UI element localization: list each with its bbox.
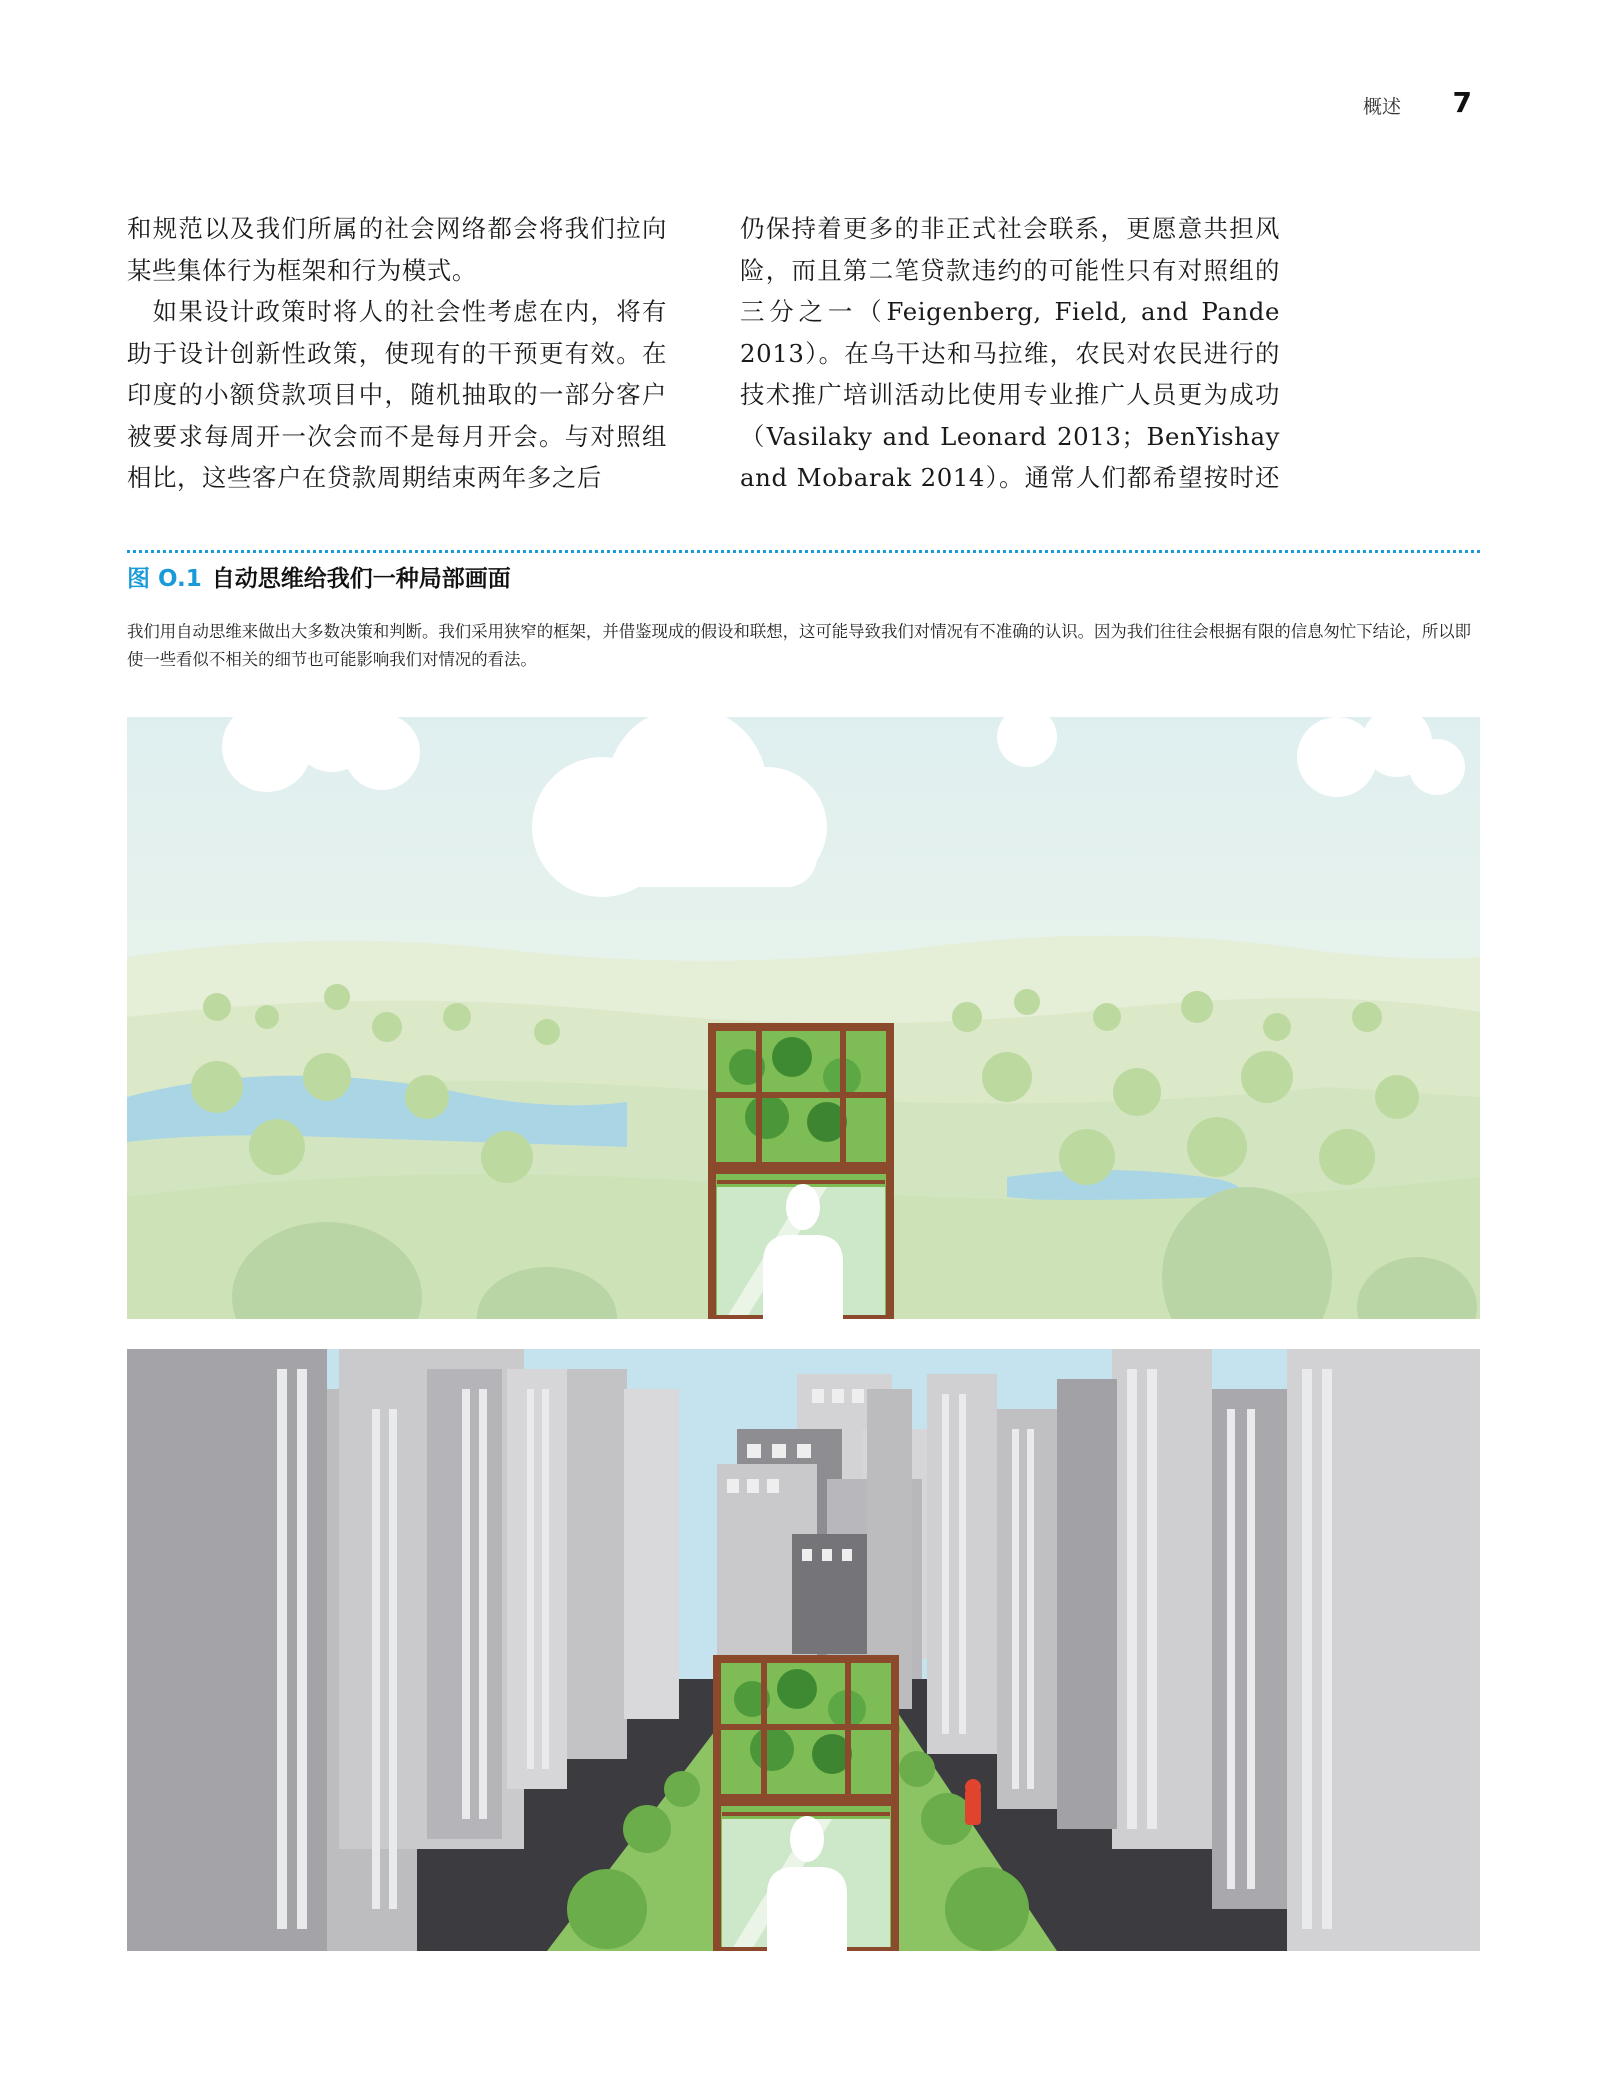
fire-hydrant	[965, 1779, 981, 1825]
section-divider	[127, 550, 1480, 553]
city-illustration	[127, 1349, 1480, 1951]
figure-title	[127, 560, 511, 593]
running-head: 概述	[1362, 96, 1401, 118]
figure-number: 图 O.1	[127, 566, 202, 592]
countryside-illustration	[127, 717, 1480, 1319]
paragraph: 仍保持着更多的非正式社会联系，更愿意共担风险，而且第二笔贷款违约的可能性只有对照组的三分之一（Feigenberg, Field, and Pande 2013）。在乌干达和马拉维，农民对农民进行的技术推广培训活动比使用专业推广人员更为成功（Vasilaky and Leonard 2013；BenYishay and Mobarak 2014）。通常人们都希望按时还	[740, 214, 1280, 492]
paragraph: 如果设计政策时将人的社会性考虑在内，将有助于设计创新性政策，使现有的干预更有效。在印度的小额贷款项目中，随机抽取的一部分客户被要求每周开一次会而不是每月开会。与对照组相比，这些客户在贷款周期结束两年多之后	[127, 297, 667, 492]
figure-title-text: 自动思维给我们一种局部画面	[211, 566, 511, 592]
body-text-right-column	[740, 208, 1280, 499]
paragraph-line: 和规范以及我们所属的社会网络都会将我们拉向	[127, 214, 667, 243]
countryside-scene	[127, 717, 1480, 1319]
body-text-left-column	[127, 208, 667, 499]
city-scene	[127, 1349, 1480, 1951]
page-number: 7	[1452, 86, 1472, 119]
paragraph-line: 某些集体行为框架和行为模式。	[127, 255, 477, 285]
figure-caption: 我们用自动思维来做出大多数决策和判断。我们采用狭窄的框架，并借鉴现成的假设和联想，这可能导致我们对情况有不准确的认识。因为我们往往会根据有限的信息匆忙下结论，所以即使一些看似不相关的细节也可能影响我们对情况的看法。	[127, 622, 1472, 669]
